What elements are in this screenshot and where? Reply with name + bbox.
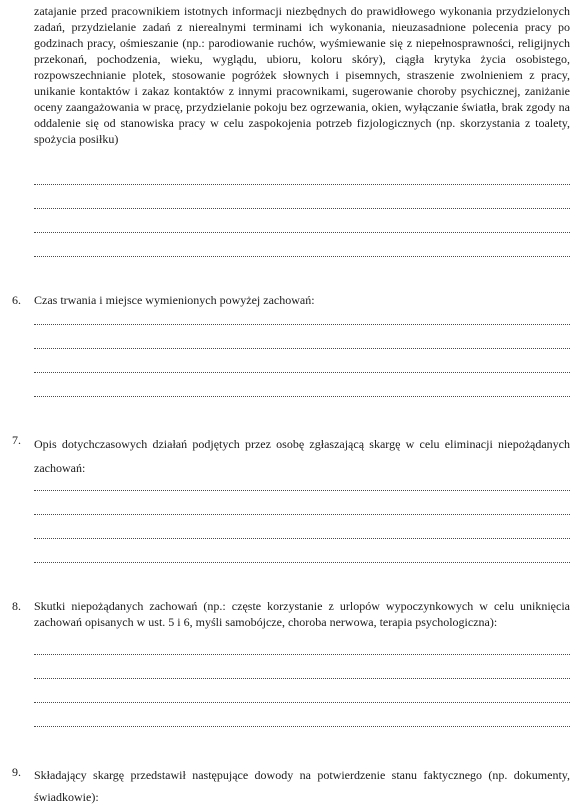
section-7-number: 7. (12, 433, 21, 447)
answer-line[interactable] (34, 208, 570, 209)
section-6-number: 6. (12, 293, 21, 307)
answer-line[interactable] (34, 538, 570, 539)
answer-line[interactable] (34, 396, 570, 397)
answer-line[interactable] (34, 678, 570, 679)
section-9-number: 9. (12, 765, 21, 779)
answer-line[interactable] (34, 702, 570, 703)
answer-line[interactable] (34, 514, 570, 515)
section-7-text: Opis dotychczasowych działań podjętych przez osobę zgłaszającą skargę w celu eliminacji niepożądanych zachowań: (34, 437, 570, 475)
answer-line[interactable] (34, 232, 570, 233)
section-8-text: Skutki niepożądanych zachowań (np.: częste korzystanie z urlopów wypoczynkowych w celu uniknięcia zachowań opisanych w ust. 5 i 6, myśli samobójcze, choroba nerwowa, terapia psychologiczna): (34, 599, 570, 629)
intro-paragraph: zatajanie przed pracownikiem istotnych informacji niezbędnych do prawidłowego wykonania przydzielonych zadań, przydzielanie zadań z nierealnymi terminami ich wykonania, nieuzasadnione polecenia pracy po godzinach pracy, ośmieszanie (np.: parodiowanie ruchów, wyśmiewanie się z niepełnosprawności, religijnych przekonań, pochodzenia, wieku, wyglądu, ubioru, koloru skóry), ciągła krytyka życia osobistego, rozpowszechnianie plotek, stosowanie pogróżek słownych i pisemnych, straszenie zwolnieniem z pracy, unikanie kontaktów i zakaz kontaktów z innymi pracownikami, sugerowanie choroby psychicznej, zaniżanie oceny zaangażowania w pracę, przydzielanie pokoju bez ogrzewania, okien, wyłączanie światła, brak zgody na oddalenie się od stanowiska pracy w celu zaspokojenia potrzeb fizjologicznych (np. skorzystania z toalety, spożycia posiłku) (34, 4, 570, 146)
answer-line[interactable] (34, 562, 570, 563)
section-9-text: Składający skargę przedstawił następujące dowody na potwierdzenie stanu faktycznego (np. dokumenty, świadkowie): (34, 768, 570, 804)
section-8-number: 8. (12, 599, 21, 613)
answer-line[interactable] (34, 372, 570, 373)
answer-line[interactable] (34, 348, 570, 349)
answer-line[interactable] (34, 726, 570, 727)
answer-line[interactable] (34, 184, 570, 185)
answer-line[interactable] (34, 256, 570, 257)
section-6-text: Czas trwania i miejsce wymienionych powyżej zachowań: (34, 293, 315, 307)
answer-line[interactable] (34, 324, 570, 325)
answer-line[interactable] (34, 654, 570, 655)
answer-line[interactable] (34, 490, 570, 491)
